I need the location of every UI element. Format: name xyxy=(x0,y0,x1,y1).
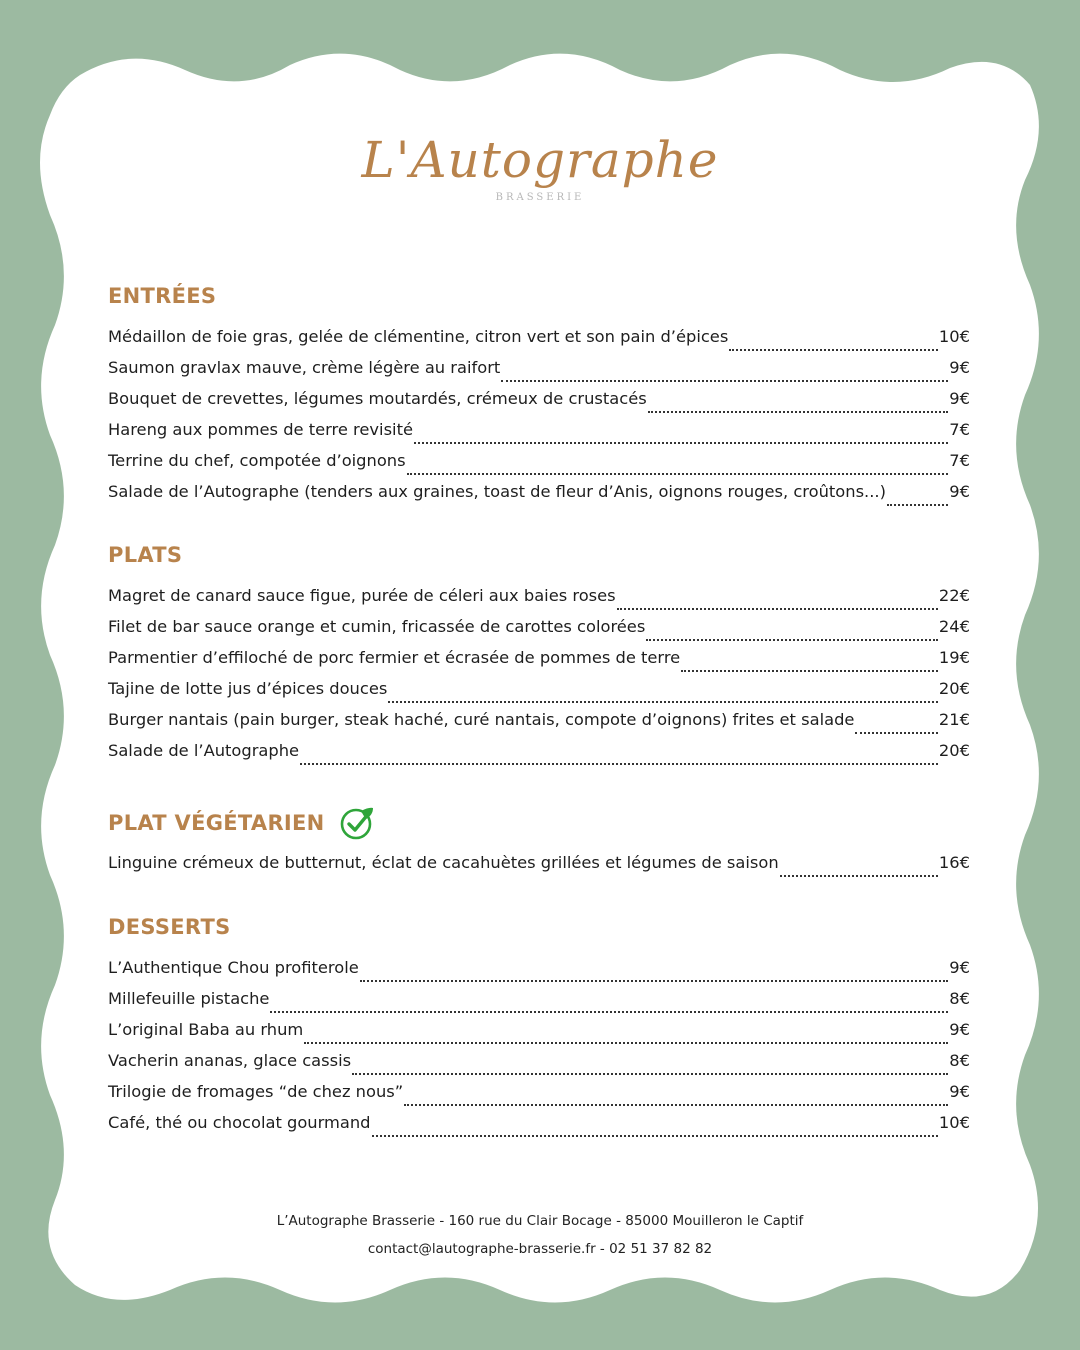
dot-leader xyxy=(304,1042,948,1044)
menu-item-price: 10€ xyxy=(938,327,970,346)
menu-item xyxy=(108,451,970,482)
dot-leader xyxy=(352,1073,948,1075)
dot-leader xyxy=(780,875,938,877)
menu-item-name: Millefeuille pistache xyxy=(108,989,270,1008)
menu-item-price: 22€ xyxy=(938,586,970,605)
brand-subtitle: BRASSERIE xyxy=(495,192,585,203)
footer-contact: contact@lautographe-brasserie.fr - 02 51 37 82 82 xyxy=(367,1241,713,1257)
menu-item xyxy=(108,327,970,358)
menu-item xyxy=(108,1020,970,1051)
menu-item-name: Parmentier d’effiloché de porc fermier et écrasée de pommes de terre xyxy=(108,648,681,667)
section-items-entrees xyxy=(108,327,970,513)
menu-item-name: L’original Baba au rhum xyxy=(108,1020,304,1039)
menu-item-name: Tajine de lotte jus d’épices douces xyxy=(108,679,388,698)
dot-leader xyxy=(300,763,938,765)
menu-item-price: 9€ xyxy=(949,358,970,377)
section-title-entrees: ENTRÉES xyxy=(108,284,217,308)
menu-item xyxy=(108,617,970,648)
dot-leader xyxy=(404,1104,948,1106)
dot-leader xyxy=(617,608,938,610)
menu-item-price: 21€ xyxy=(938,710,970,729)
menu-item-name: Hareng aux pommes de terre revisité xyxy=(108,420,413,439)
menu-item-price: 9€ xyxy=(949,482,970,501)
menu-item xyxy=(108,420,970,451)
menu-item xyxy=(108,586,970,617)
menu-item xyxy=(108,679,970,710)
dot-leader xyxy=(729,349,938,351)
dot-leader xyxy=(372,1135,938,1137)
dot-leader xyxy=(648,411,949,413)
menu-item xyxy=(108,358,970,389)
dot-leader xyxy=(501,380,948,382)
menu-item-name: Linguine crémeux de butternut, éclat de cacahuètes grillées et légumes de saison xyxy=(108,853,779,872)
menu-item xyxy=(108,1113,970,1144)
menu-item-price: 16€ xyxy=(938,853,970,872)
menu-item xyxy=(108,741,970,772)
menu-item-price: 9€ xyxy=(949,958,970,977)
menu-item-price: 7€ xyxy=(949,451,970,470)
menu-item xyxy=(108,853,970,884)
menu-item-name: Café, thé ou chocolat gourmand xyxy=(108,1113,371,1132)
menu-item-name: Trilogie de fromages “de chez nous” xyxy=(108,1082,404,1101)
menu-item-name: Terrine du chef, compotée d’oignons xyxy=(108,451,406,470)
menu-item-price: 24€ xyxy=(938,617,970,636)
menu-item xyxy=(108,989,970,1020)
brand-logo xyxy=(0,130,1080,203)
section-items-vegetarian xyxy=(108,853,970,884)
menu-item-name: Bouquet de crevettes, légumes moutardés, crémeux de crustacés xyxy=(108,389,647,408)
menu-item-name: Filet de bar sauce orange et cumin, fricassée de carottes colorées xyxy=(108,617,646,636)
menu-item-name: Médaillon de foie gras, gelée de clémentine, citron vert et son pain d’épices xyxy=(108,327,729,346)
dot-leader xyxy=(681,670,938,672)
menu-item xyxy=(108,648,970,679)
menu-item-name: Vacherin ananas, glace cassis xyxy=(108,1051,352,1070)
section-title-vegetarian xyxy=(108,805,375,841)
menu-item-name: Salade de l’Autographe (tenders aux graines, toast de fleur d’Anis, oignons rouges, croûtons...) xyxy=(108,482,886,501)
menu-item-price: 20€ xyxy=(938,679,970,698)
dot-leader xyxy=(646,639,938,641)
menu-item-name: Burger nantais (pain burger, steak haché, curé nantais, compote d’oignons) frites et salade xyxy=(108,710,855,729)
brand-name: L'Autographe xyxy=(361,131,719,189)
leaf-check-icon xyxy=(339,805,375,841)
menu-item xyxy=(108,389,970,420)
menu-item xyxy=(108,958,970,989)
menu-item xyxy=(108,482,970,513)
section-items-desserts xyxy=(108,958,970,1144)
menu-item xyxy=(108,710,970,741)
menu-item-price: 19€ xyxy=(938,648,970,667)
menu-item-price: 8€ xyxy=(949,1051,970,1070)
section-title-vegetarian-label: PLAT VÉGÉTARIEN xyxy=(108,811,325,835)
dot-leader xyxy=(388,701,938,703)
dot-leader xyxy=(414,442,948,444)
menu-item-price: 10€ xyxy=(938,1113,970,1132)
menu-item xyxy=(108,1051,970,1082)
dot-leader xyxy=(270,1011,948,1013)
dot-leader xyxy=(360,980,949,982)
menu-item-price: 9€ xyxy=(949,1082,970,1101)
menu-item-name: Magret de canard sauce figue, purée de céleri aux baies roses xyxy=(108,586,616,605)
dot-leader xyxy=(887,504,948,506)
menu-item-name: L’Authentique Chou profiterole xyxy=(108,958,359,977)
menu-item-name: Saumon gravlax mauve, crème légère au raifort xyxy=(108,358,501,377)
dot-leader xyxy=(407,473,949,475)
footer-address: L’Autographe Brasserie - 160 rue du Clair Bocage - 85000 Mouilleron le Captif xyxy=(276,1213,804,1229)
menu-item-price: 9€ xyxy=(949,1020,970,1039)
section-title-desserts: DESSERTS xyxy=(108,915,231,939)
menu-item-price: 20€ xyxy=(938,741,970,760)
menu-item-price: 7€ xyxy=(949,420,970,439)
menu-item-price: 9€ xyxy=(949,389,970,408)
menu-item-name: Salade de l’Autographe xyxy=(108,741,300,760)
menu-item-price: 8€ xyxy=(949,989,970,1008)
section-title-plats: PLATS xyxy=(108,543,183,567)
section-items-plats xyxy=(108,586,970,772)
menu-item xyxy=(108,1082,970,1113)
dot-leader xyxy=(855,732,938,734)
